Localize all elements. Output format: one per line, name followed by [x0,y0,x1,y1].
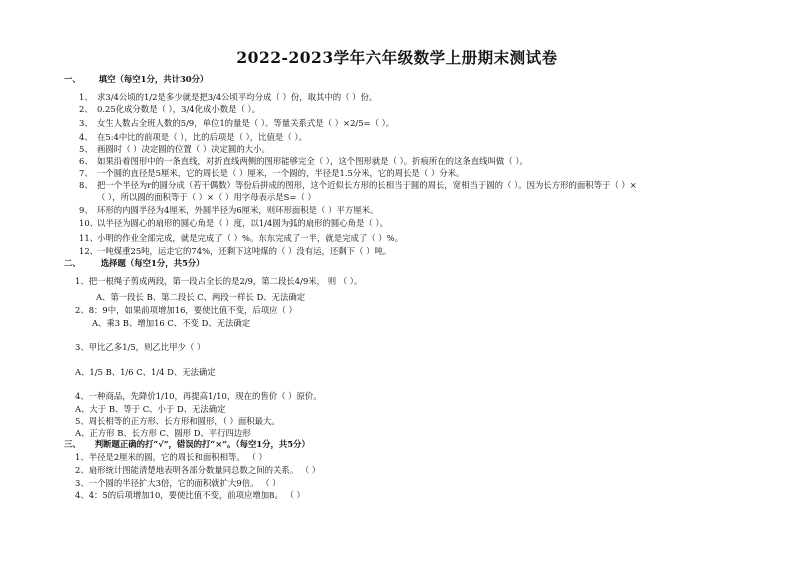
section-1-number: 一、 [64,74,81,84]
fill-item-4: 4、 在5:4中比的前项是（ ），比的后项是（ ），比值是（ ）。 [79,132,307,142]
fill-item-8-cont: （ ），所以圆的面积等于（ ）×（ ）用字母表示是S=（ ） [97,192,316,202]
section-1-title: 填空（每空1分，共计30分） [98,74,209,84]
section-3-title: 判断题正确的打“√”，错误的打“×”。（每空1分，共5分） [94,439,310,449]
section-3-heading [64,439,310,449]
section-2-number: 二、 [64,258,81,268]
choice-question-5: 5、周长相等的正方形、长方形和圆形，（ ）面积最大。 [75,416,280,426]
fill-item-9: 9、 环形的内圆半径为4厘米，外圆半径为6厘米，则环形面积是（ ）平方厘米。 [79,205,379,215]
fill-item-5: 5、 画圆时（ ）决定圆的位置（ ）决定圆的大小。 [79,144,270,154]
fill-item-6: 6、 如果沿着图形中的一条直线，对折直线两侧的图形能够完全（ ），这个图形就是（ ）。折痕所在的这条直线叫做（ ）。 [79,156,528,166]
fill-item-8: 8、 把一个半径为r的圆分成（若干偶数）等份后拼成的图形，这个近似长方形的长相当于圆的周长，宽相当于圆的（ ）。因为长方形的面积等于（ ）× [79,180,637,190]
section-3-number: 三、 [64,439,81,449]
fill-item-1: 1、 求3/4公顷的1/2是多少就是把3/4公顷平均分成（ ）份，取其中的（ ）份。 [79,92,378,102]
choice-question-4: 4、一种商品，先降价1/10，再提高1/10，现在的售价（ ）原价。 [75,391,322,401]
choice-options-3: A、1/5 B、1/6 C、1/4 D、无法确定 [75,367,216,377]
judge-item-2: 2、扇形统计图能清楚地表明各部分数量同总数之间的关系。 （ ） [75,465,321,475]
judge-item-3: 3、一个圆的半径扩大3倍，它的面积就扩大9倍。 （ ） [75,478,281,488]
choice-question-2: 2、8：9中，如果前项增加16，要使比值不变，后项应（ ） [75,305,297,315]
judge-item-4: 4、4：5的后项增加10，要使比值不变，前项应增加8。 （ ） [75,490,305,500]
choice-question-3: 3、甲比乙多1/5，则乙比甲少（ ） [75,342,206,352]
fill-item-7: 7、 一个圆的直径是5厘米，它的周长是（ ）厘米，一个圆的，半径是1.5分米，它的周长是（ ）分米。 [79,168,465,178]
page-title: 2022-2023学年六年级数学上册期末测试卷 [236,48,558,67]
choice-options-1: A、第一段长 B、第二段长 C、两段一样长 D、无法确定 [96,292,306,302]
section-2-title: 选择题（每空1分，共5分） [100,258,205,268]
choice-options-5: A、正方形 B、长方形 C、圆形 D、平行四边形 [75,428,251,438]
fill-item-2: 2、 0.25化成分数是（ ），3/4化成小数是（ ）。 [79,104,261,114]
section-2-heading [64,258,205,268]
choice-question-1: 1、把一根绳子剪成两段，第一段占全长的是2/9，第二段长4/9米， 则 （ ）。 [75,276,363,286]
section-1-heading [64,74,208,84]
choice-options-2: A、乘3 B、增加16 C、不变 D、无法确定 [92,318,251,328]
fill-item-10: 10、以半径为圆心的扇形的圆心角是（ ）度，以1/4圆为弧的扇形的圆心角是（ ）。 [79,218,388,228]
judge-item-1: 1、半径是2厘米的圆，它的周长和面积相等。 （ ） [75,452,267,462]
fill-item-3: 3、 女生人数占全班人数的5/9，单位1的量是（ ）。等量关系式是（ ）×2/5=（ ）。 [79,118,395,128]
fill-item-12: 12、一吨煤重25吨，运走它的74%，还剩下这吨煤的（ ）没有运，还剩下（ ）吨。 [79,246,392,256]
choice-options-4: A、大于 B、等于 C、小于 D、无法确定 [75,404,226,414]
fill-item-11: 11、小明的作业全部完成，就是完成了（ ）%。东东完成了一半，就是完成了（ ）%。 [79,233,403,243]
